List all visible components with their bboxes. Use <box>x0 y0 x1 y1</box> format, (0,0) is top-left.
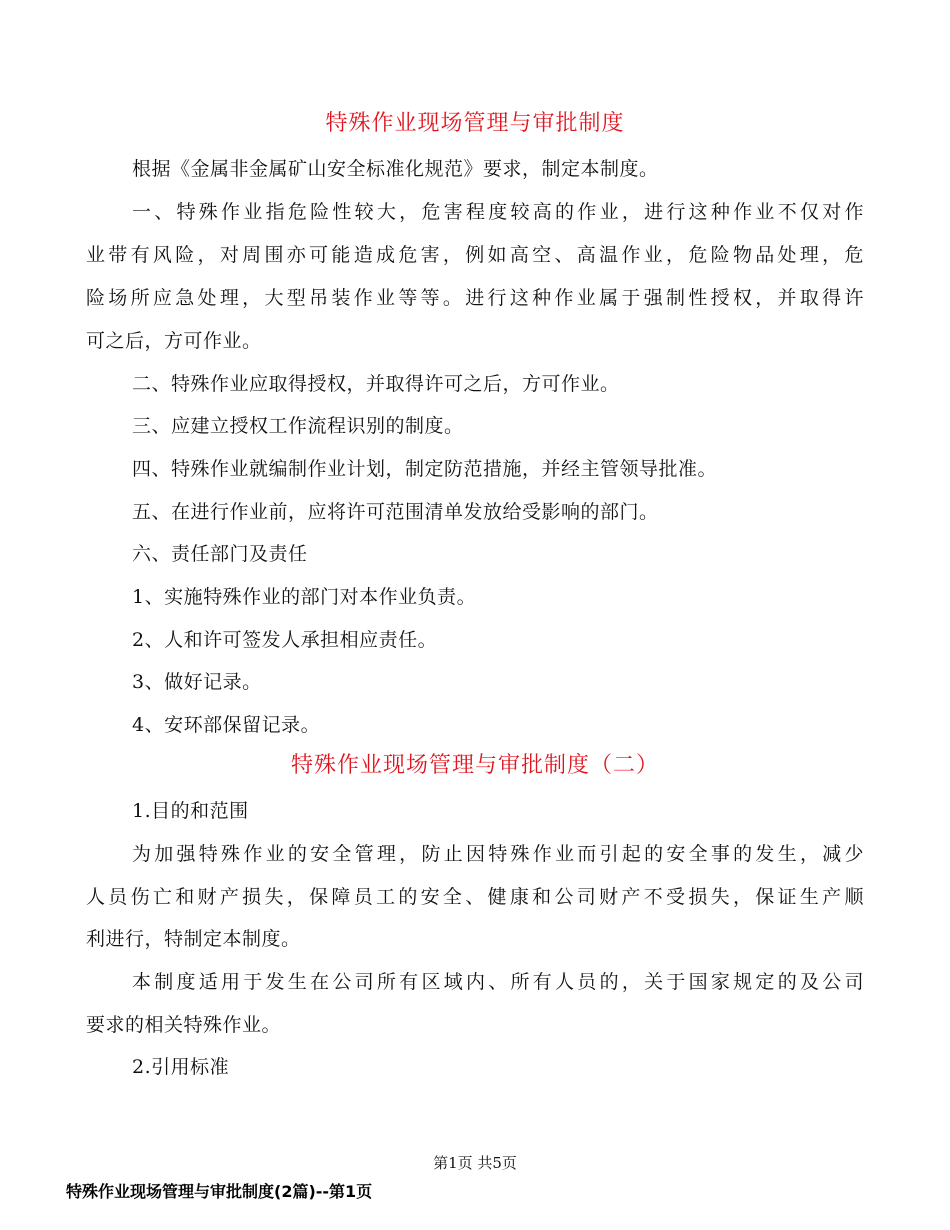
clause-1-line-1: 一、特殊作业指危险性较大，危害程度较高的作业，进行这种作业不仅对作 <box>132 201 864 223</box>
clause-6: 六、责任部门及责任 <box>132 543 308 565</box>
heading-referenced-standards: 2.引用标准 <box>132 1056 230 1078</box>
clause-3: 三、应建立授权工作流程识别的制度。 <box>132 415 464 437</box>
page-number: 第1页 共5页 <box>433 1154 517 1172</box>
clause-2: 二、特殊作业应取得授权，并取得许可之后，方可作业。 <box>132 373 620 395</box>
document-footer-label: 特殊作业现场管理与审批制度(2篇)--第1页 <box>66 1182 373 1201</box>
list-item-3: 3、做好记录。 <box>132 671 262 693</box>
list-item-2: 2、人和许可签发人承担相应责任。 <box>132 629 438 651</box>
clause-4: 四、特殊作业就编制作业计划，制定防范措施，并经主管领导批准。 <box>132 458 718 480</box>
clause-1-line-4: 可之后，方可作业。 <box>86 330 262 352</box>
scope-line-1: 本制度适用于发生在公司所有区域内、所有人员的，关于国家规定的及公司 <box>132 971 864 993</box>
document-title: 特殊作业现场管理与审批制度 <box>325 111 625 136</box>
list-item-1: 1、实施特殊作业的部门对本作业负责。 <box>132 586 477 608</box>
clause-1-line-2: 业带有风险，对周围亦可能造成危害，例如高空、高温作业，危险物品处理，危 <box>86 244 864 266</box>
purpose-line-3: 利进行，特制定本制度。 <box>86 928 301 950</box>
scope-line-2: 要求的相关特殊作业。 <box>86 1014 282 1036</box>
list-item-4: 4、安环部保留记录。 <box>132 714 321 736</box>
heading-purpose-scope: 1.目的和范围 <box>132 800 249 822</box>
intro-paragraph: 根据《金属非金属矿山安全标准化规范》要求，制定本制度。 <box>132 158 659 180</box>
clause-5: 五、在进行作业前，应将许可范围清单发放给受影响的部门。 <box>132 501 659 523</box>
purpose-line-2: 人员伤亡和财产损失，保障员工的安全、健康和公司财产不受损失，保证生产顺 <box>86 886 864 908</box>
section-title-2: 特殊作业现场管理与审批制度（二） <box>290 753 659 778</box>
purpose-line-1: 为加强特殊作业的安全管理，防止因特殊作业而引起的安全事的发生，减少 <box>132 843 864 865</box>
clause-1-line-3: 险场所应急处理，大型吊装作业等等。进行这种作业属于强制性授权，并取得许 <box>86 287 864 309</box>
